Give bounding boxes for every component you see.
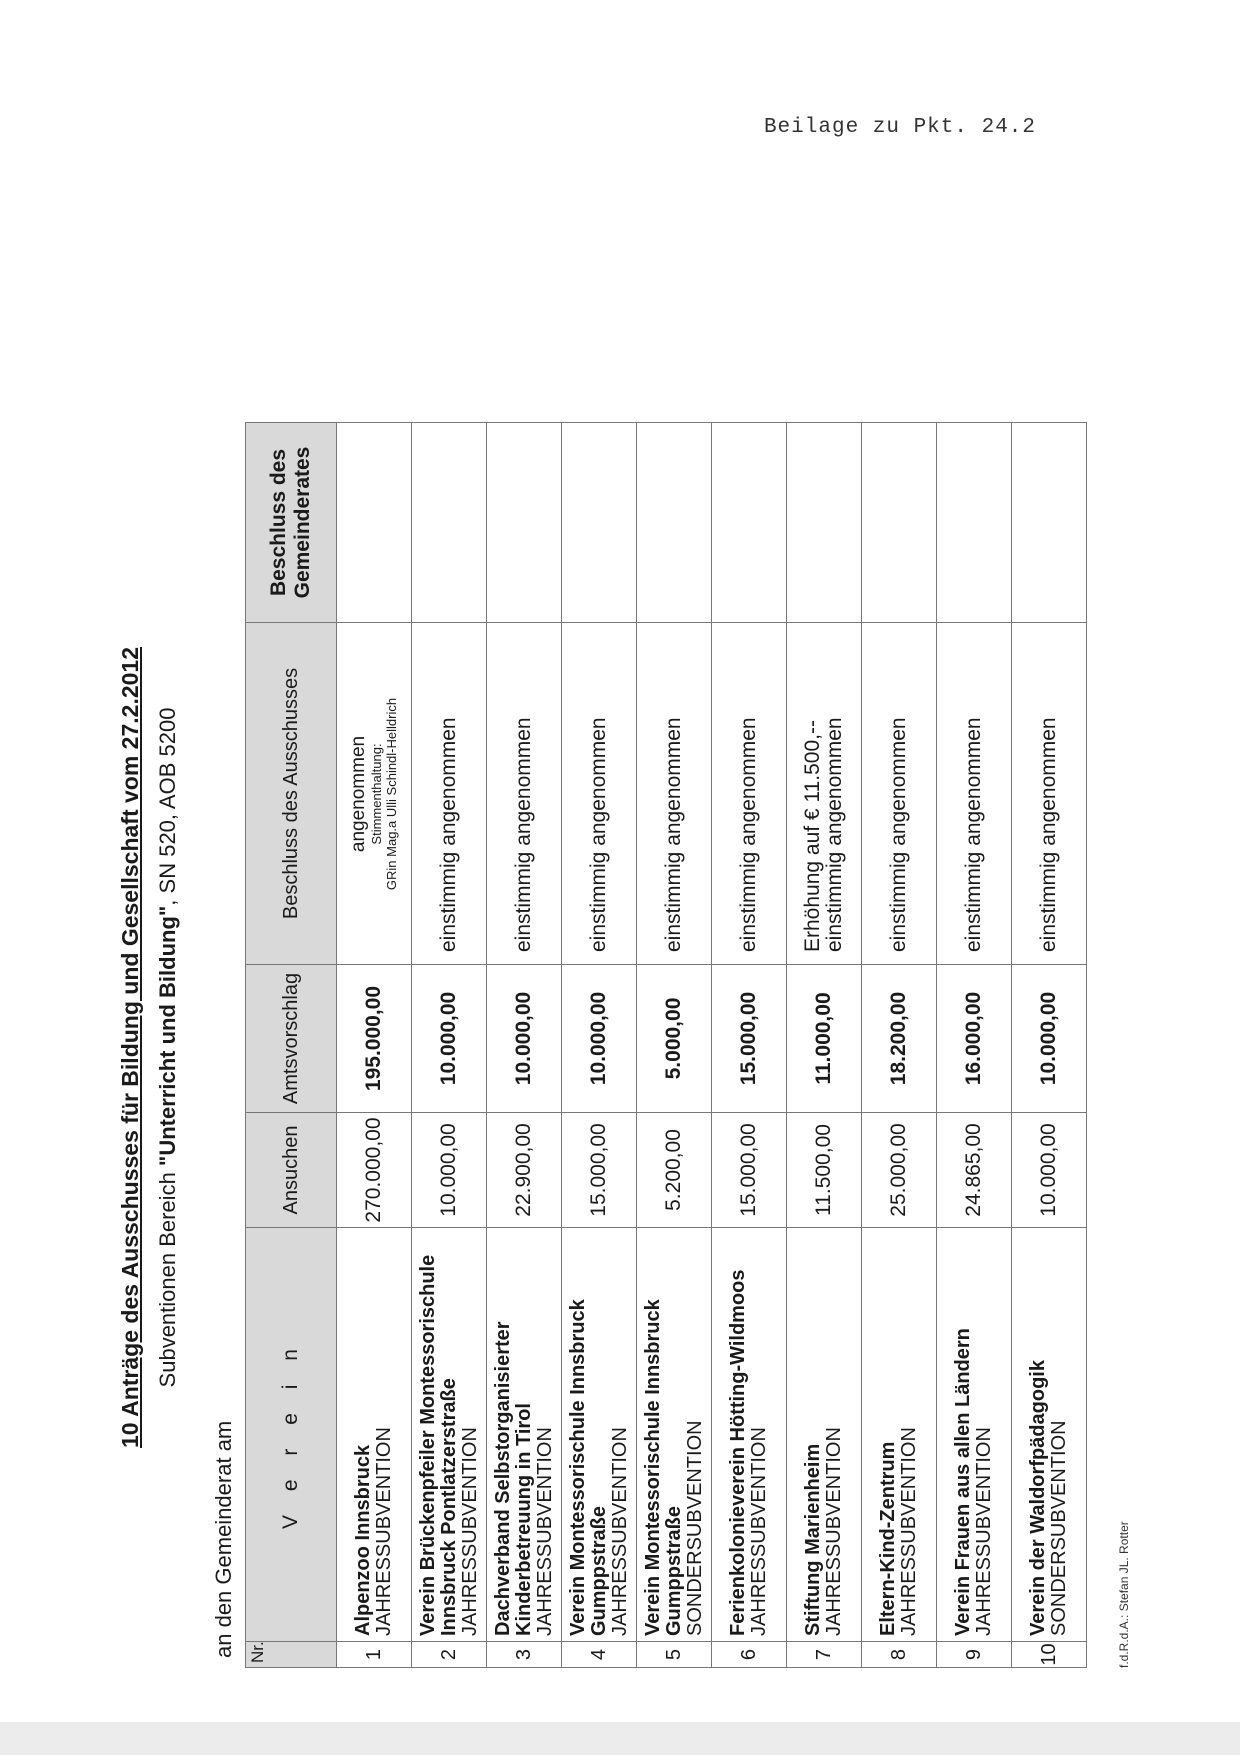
subsidy-type: JAHRESSUBVENTION <box>373 1427 395 1636</box>
beschluss-text: angenommen <box>348 735 369 853</box>
row-amtsvorschlag: 11.000,00 <box>787 965 862 1113</box>
row-verein <box>412 1228 487 1642</box>
verein-name: Verein Frauen aus allen Ländern <box>952 1328 974 1636</box>
row-nr: 4 <box>562 1642 637 1668</box>
row-ansuchen: 15.000,00 <box>562 1113 637 1228</box>
subtitle-area: "Unterricht und Bildung" <box>155 905 180 1167</box>
increase-note: Erhöhung auf € 11.500,-- <box>801 720 824 952</box>
row-verein <box>487 1228 562 1642</box>
table-row <box>787 423 862 1668</box>
verein-name: Verein der Waldorfpädagogik <box>1027 1360 1049 1636</box>
signature-line: f.d.R.d.A.: Stefan JL. Rotter <box>1117 1521 1131 1668</box>
row-beschluss-ausschuss: einstimmig angenommen <box>562 623 637 965</box>
row-amtsvorschlag: 5.000,00 <box>637 965 712 1113</box>
header-amtsvorschlag: Amtsvorschlag <box>246 965 337 1113</box>
row-beschluss-gemeinderat <box>862 423 937 623</box>
row-nr: 6 <box>712 1642 787 1668</box>
row-beschluss-gemeinderat <box>337 423 412 623</box>
row-beschluss-ausschuss <box>787 623 862 965</box>
subsidy-type: SONDERSUBVENTION <box>1048 1420 1070 1636</box>
row-verein <box>337 1228 412 1642</box>
scan-bottom-strip <box>0 1722 1240 1755</box>
subsidy-type: JAHRESSUBVENTION <box>898 1427 920 1636</box>
row-beschluss-gemeinderat <box>412 423 487 623</box>
verein-name: Dachverband Selbstorganisierter Kinderbetreuung in Tirol <box>491 1321 535 1636</box>
subtitle-suffix: , SN 520, AOB 5200 <box>155 707 180 906</box>
row-beschluss-gemeinderat <box>787 423 862 623</box>
row-amtsvorschlag: 16.000,00 <box>937 965 1012 1113</box>
table-header-row <box>246 423 337 1668</box>
row-ansuchen: 11.500,00 <box>787 1113 862 1228</box>
row-beschluss-gemeinderat <box>562 423 637 623</box>
subsidy-type: JAHRESSUBVENTION <box>533 1427 556 1636</box>
verein-name: Eltern-Kind-Zentrum <box>877 1441 899 1636</box>
row-nr: 1 <box>337 1642 412 1668</box>
row-nr: 7 <box>787 1642 862 1668</box>
addressee-line: an den Gemeinderat am <box>211 1420 236 1658</box>
subsidy-type: JAHRESSUBVENTION <box>608 1427 631 1636</box>
row-verein <box>712 1228 787 1642</box>
table-row <box>637 423 712 1668</box>
row-nr: 5 <box>637 1642 712 1668</box>
row-amtsvorschlag: 15.000,00 <box>712 965 787 1113</box>
verein-name: Stiftung Marienheim <box>802 1443 824 1636</box>
row-nr: 3 <box>487 1642 562 1668</box>
row-verein <box>937 1228 1012 1642</box>
table-row <box>712 423 787 1668</box>
header-beschluss-gr-line1: Beschluss des <box>267 448 290 597</box>
row-ansuchen: 25.000,00 <box>862 1113 937 1228</box>
table-row <box>862 423 937 1668</box>
row-beschluss-ausschuss: einstimmig angenommen <box>412 623 487 965</box>
row-verein <box>562 1228 637 1642</box>
beschluss-text: einstimmig angenommen <box>823 717 846 952</box>
header-nr: Nr. <box>246 1642 337 1668</box>
subsidy-type: SONDERSUBVENTION <box>683 1420 706 1636</box>
row-amtsvorschlag: 10.000,00 <box>562 965 637 1113</box>
row-beschluss-ausschuss <box>337 623 412 965</box>
row-beschluss-ausschuss: einstimmig angenommen <box>1012 623 1087 965</box>
row-ansuchen: 270.000,00 <box>337 1113 412 1228</box>
attachment-label: Beilage zu Pkt. 24.2 <box>763 116 1036 139</box>
header-verein: V e r e i n <box>246 1228 337 1642</box>
row-beschluss-ausschuss: einstimmig angenommen <box>862 623 937 965</box>
row-beschluss-ausschuss: einstimmig angenommen <box>712 623 787 965</box>
row-beschluss-gemeinderat <box>487 423 562 623</box>
abstention-name: GRin Mag.a Ulli Schindl-Helldrich <box>384 697 399 891</box>
row-beschluss-gemeinderat <box>637 423 712 623</box>
header-beschluss-gemeinderat <box>246 423 337 623</box>
verein-name: Alpenzoo Innsbruck <box>352 1444 374 1636</box>
row-verein <box>862 1228 937 1642</box>
row-amtsvorschlag: 195.000,00 <box>337 965 412 1113</box>
document-title: 10 Anträge des Ausschusses für Bildung und Gesellschaft vom 27.2.2012 <box>117 647 143 1449</box>
row-ansuchen: 24.865,00 <box>937 1113 1012 1228</box>
subsidy-type: JAHRESSUBVENTION <box>823 1427 845 1636</box>
header-ansuchen: Ansuchen <box>246 1113 337 1228</box>
subsidy-table <box>245 422 1087 1668</box>
table-row <box>1012 423 1087 1668</box>
table-row <box>937 423 1012 1668</box>
row-nr: 2 <box>412 1642 487 1668</box>
row-nr: 9 <box>937 1642 1012 1668</box>
row-amtsvorschlag: 10.000,00 <box>487 965 562 1113</box>
subsidy-type: JAHRESSUBVENTION <box>973 1427 995 1636</box>
row-ansuchen: 15.000,00 <box>712 1113 787 1228</box>
header-beschluss-gr-line2: Gemeinderates <box>291 446 314 599</box>
verein-name: Verein Montessorischule Innsbruck Gumppstraße <box>641 1299 685 1636</box>
row-ansuchen: 10.000,00 <box>412 1113 487 1228</box>
row-beschluss-gemeinderat <box>937 423 1012 623</box>
row-amtsvorschlag: 10.000,00 <box>412 965 487 1113</box>
row-beschluss-ausschuss: einstimmig angenommen <box>937 623 1012 965</box>
table-row <box>562 423 637 1668</box>
row-amtsvorschlag: 18.200,00 <box>862 965 937 1113</box>
table-row <box>412 423 487 1668</box>
row-nr: 8 <box>862 1642 937 1668</box>
abstention-label: Stimmenthaltung: <box>369 743 384 845</box>
subsidy-type: JAHRESSUBVENTION <box>458 1427 481 1636</box>
table-row <box>487 423 562 1668</box>
verein-name: Ferienkolonieverein Hötting-Wildmoos <box>727 1269 749 1636</box>
row-ansuchen: 10.000,00 <box>1012 1113 1087 1228</box>
row-ansuchen: 5.200,00 <box>637 1113 712 1228</box>
row-beschluss-ausschuss: einstimmig angenommen <box>487 623 562 965</box>
rotated-document-sheet <box>117 420 1131 1675</box>
row-verein <box>1012 1228 1087 1642</box>
subtitle-prefix: Subventionen Bereich <box>155 1166 180 1388</box>
subsidy-type: JAHRESSUBVENTION <box>748 1427 770 1636</box>
table-row <box>337 423 412 1668</box>
row-beschluss-gemeinderat <box>1012 423 1087 623</box>
row-nr: 10 <box>1012 1642 1087 1668</box>
verein-name: Verein Montessorischule Innsbruck Gumppstraße <box>566 1299 610 1636</box>
row-beschluss-ausschuss: einstimmig angenommen <box>637 623 712 965</box>
row-verein <box>637 1228 712 1642</box>
header-beschluss-ausschuss: Beschluss des Ausschusses <box>246 623 337 965</box>
row-ansuchen: 22.900,00 <box>487 1113 562 1228</box>
row-verein <box>787 1228 862 1642</box>
row-amtsvorschlag: 10.000,00 <box>1012 965 1087 1113</box>
document-subtitle <box>155 420 181 1675</box>
row-beschluss-gemeinderat <box>712 423 787 623</box>
verein-name: Verein Brückenpfeiler Montessorischule Innsbruck Pontlatzerstraße <box>416 1254 460 1636</box>
